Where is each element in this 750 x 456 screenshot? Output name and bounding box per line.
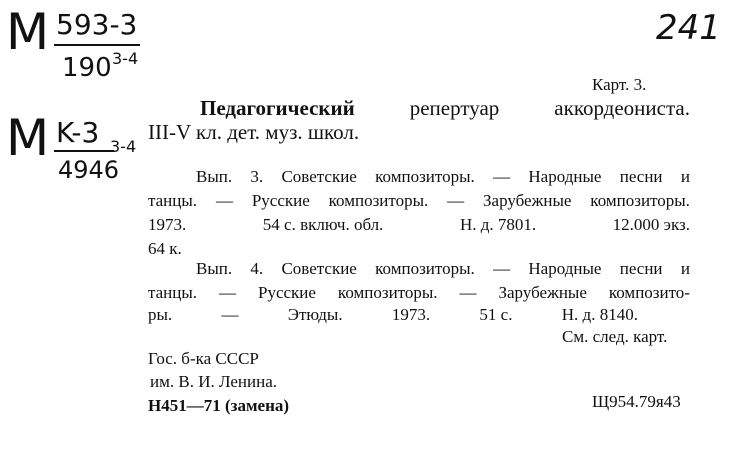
title-line-2: III-V кл. дет. муз. школ. xyxy=(148,120,360,144)
handwritten-superscript: 3-4 xyxy=(110,137,137,156)
page-count: 51 с. xyxy=(479,305,513,324)
text-word: композиторы. xyxy=(337,283,438,302)
handwritten-numerator: 593-3 xyxy=(56,8,138,41)
text-word: — xyxy=(221,305,239,324)
text-word: и xyxy=(680,167,690,186)
handwritten-fraction-line xyxy=(54,44,140,46)
text-word: Советские xyxy=(281,259,357,278)
order-code: Н451—71 (замена) xyxy=(148,396,290,415)
text-word: — xyxy=(493,259,511,278)
title-word: Педагогический xyxy=(200,96,355,120)
text-word: Зарубежные xyxy=(498,283,587,302)
text-word: танцы. xyxy=(148,283,198,302)
text-word: композиторы. xyxy=(375,167,475,186)
handwritten-denominator: 190 xyxy=(62,53,112,83)
issue3-line-2 xyxy=(148,191,690,211)
issue3-line-1 xyxy=(196,167,690,187)
issue4-line-1 xyxy=(196,259,690,279)
card-number: Карт. 3. xyxy=(592,75,647,94)
issue4-line-3 xyxy=(148,305,638,325)
text-word: композиторы. xyxy=(375,259,475,278)
text-word: танцы. xyxy=(148,191,198,210)
text-word: Русские xyxy=(251,191,310,210)
handwritten-denominator: 4946 xyxy=(58,156,120,184)
title-line-1 xyxy=(200,96,690,121)
see-next-card: См. след. карт. xyxy=(562,327,668,346)
text-word: Русские xyxy=(258,283,316,302)
text-word: — xyxy=(215,191,233,210)
text-word: Народные xyxy=(528,259,602,278)
handwritten-numerator: K-3 xyxy=(56,116,100,149)
issue3-price: 64 к. xyxy=(148,239,182,258)
text-word: и xyxy=(680,259,690,278)
print-run: 12.000 экз. xyxy=(612,215,690,234)
publisher-number: Н. д. 7801. xyxy=(459,215,537,234)
text-word: Советские xyxy=(281,167,357,186)
text-word: композито- xyxy=(608,283,690,302)
handwritten-letter: M xyxy=(6,3,50,61)
title-word: аккордеониста. xyxy=(554,96,690,120)
text-word: Этюды. xyxy=(287,305,343,324)
text-word: — xyxy=(493,167,511,186)
library-name: Гос. б-ка СССР xyxy=(148,349,259,368)
handwritten-fraction-line xyxy=(54,150,114,152)
handwritten-letter: M xyxy=(6,109,50,167)
library-dedication: им. В. И. Ленина. xyxy=(150,372,278,391)
text-word: 4. xyxy=(250,259,264,278)
handwritten-note-top-right: 241 xyxy=(656,8,721,48)
publisher-number: Н. д. 8140. xyxy=(561,305,638,324)
text-word: песни xyxy=(619,259,663,278)
classification-code: Щ954.79я43 xyxy=(592,392,681,411)
text-word: Зарубежные xyxy=(483,191,572,210)
text-word: Вып. xyxy=(196,259,233,278)
text-word: — xyxy=(447,191,465,210)
page-count: 54 с. включ. обл. xyxy=(262,215,384,234)
text-word: Народные xyxy=(528,167,602,186)
text-word: композиторы. xyxy=(328,191,429,210)
issue3-line-3 xyxy=(148,215,690,235)
publication-year: 1973. xyxy=(148,215,187,234)
title-word: репертуар xyxy=(409,96,500,120)
text-word: ры. xyxy=(148,305,173,324)
publication-year: 1973. xyxy=(391,305,431,324)
issue4-line-2 xyxy=(148,283,690,303)
text-word: — xyxy=(459,283,477,302)
text-word: песни xyxy=(619,167,663,186)
text-word: 3. xyxy=(250,167,264,186)
text-word: Вып. xyxy=(196,167,233,186)
text-word: композиторы. xyxy=(590,191,690,210)
text-word: — xyxy=(219,283,237,302)
handwritten-superscript: 3-4 xyxy=(112,49,139,68)
